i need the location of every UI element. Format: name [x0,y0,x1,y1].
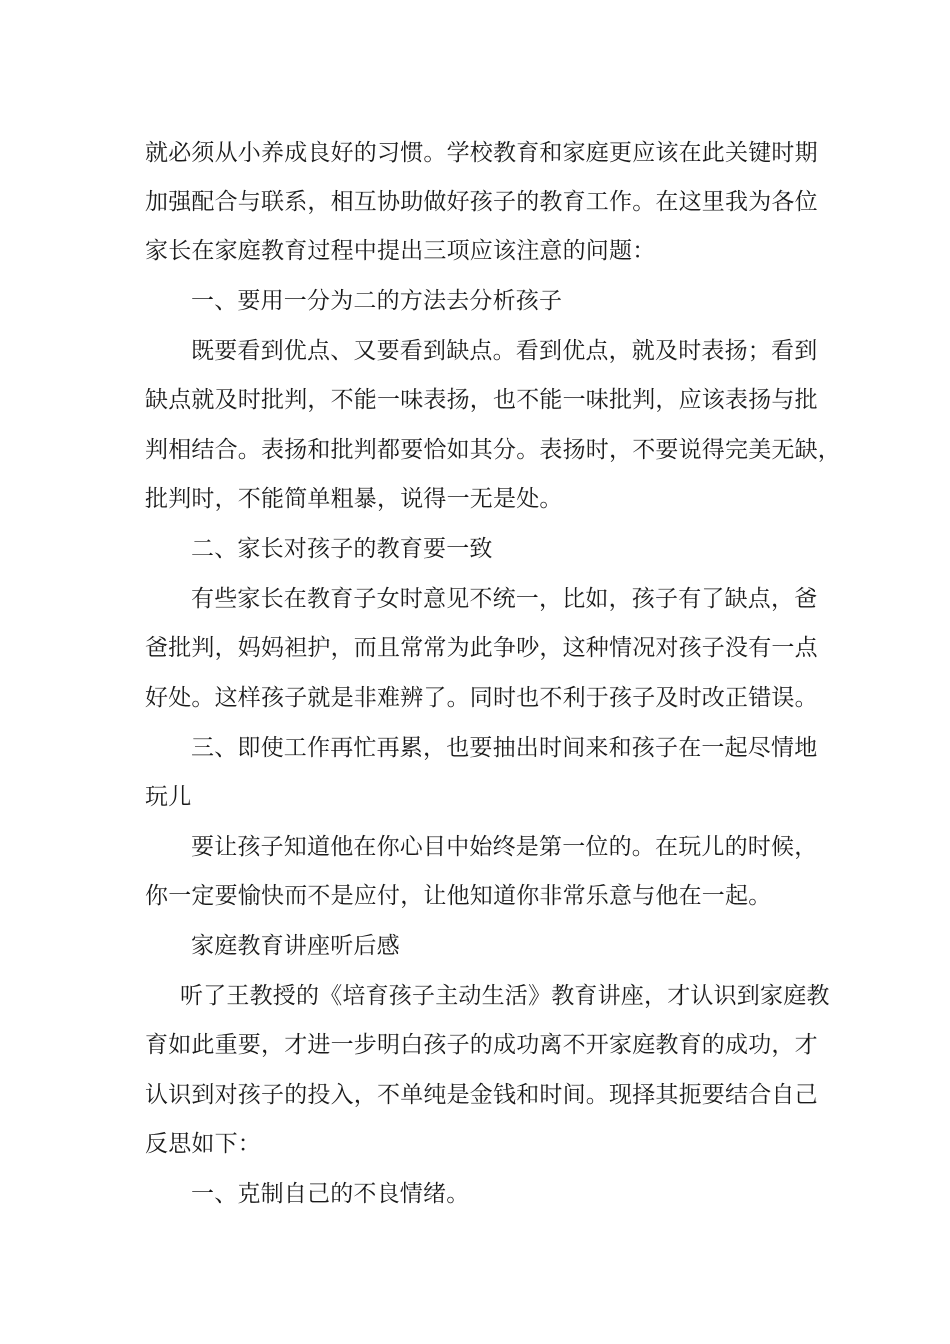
paragraph-line: 既要看到优点、又要看到缺点。看到优点，就及时表扬；看到 [191,338,818,364]
paragraph-line: 你一定要愉快而不是应付，让他知道你非常乐意与他在一起。 [145,883,772,909]
paragraph-line: 加强配合与联系，相互协助做好孩子的教育工作。在这里我为各位 [145,189,818,215]
article-title: 家庭教育讲座听后感 [191,933,400,959]
section-heading: 一、克制自己的不良情绪。 [191,1181,470,1207]
paragraph-line: 批判时，不能简单粗暴，说得一无是处。 [145,486,563,512]
section-heading: 三、即使工作再忙再累，也要抽出时间来和孩子在一起尽情地 [191,735,818,761]
paragraph-line: 爸批判，妈妈袒护，而且常常为此争吵，这种情况对孩子没有一点 [145,635,818,661]
paragraph-line: 家长在家庭教育过程中提出三项应该注意的问题： [145,238,656,264]
paragraph-line: 缺点就及时批判，不能一味表扬，也不能一味批判，应该表扬与批 [145,387,818,413]
section-heading-continued: 玩儿 [145,784,192,810]
section-heading: 一、要用一分为二的方法去分析孩子 [191,288,563,314]
paragraph-line: 就必须从小养成良好的习惯。学校教育和家庭更应该在此关键时期 [145,140,818,166]
paragraph-line: 认识到对孩子的投入，不单纯是金钱和时间。现择其扼要结合自己 [145,1082,818,1108]
paragraph-line: 育如此重要，才进一步明白孩子的成功离不开家庭教育的成功，才 [145,1032,818,1058]
section-heading: 二、家长对孩子的教育要一致 [191,536,493,562]
paragraph-line: 有些家长在教育子女时意见不统一，比如，孩子有了缺点，爸 [191,586,818,612]
paragraph-line: 反思如下： [145,1131,261,1157]
paragraph-line: 判相结合。表扬和批判都要恰如其分。表扬时，不要说得完美无缺， [145,437,841,463]
paragraph-line: 听了王教授的《培育孩子主动生活》教育讲座，才认识到家庭教 [180,983,830,1009]
paragraph-line: 好处。这样孩子就是非难辨了。同时也不利于孩子及时改正错误。 [145,685,818,711]
paragraph-line: 要让孩子知道他在你心目中始终是第一位的。在玩儿的时候， [191,834,818,860]
